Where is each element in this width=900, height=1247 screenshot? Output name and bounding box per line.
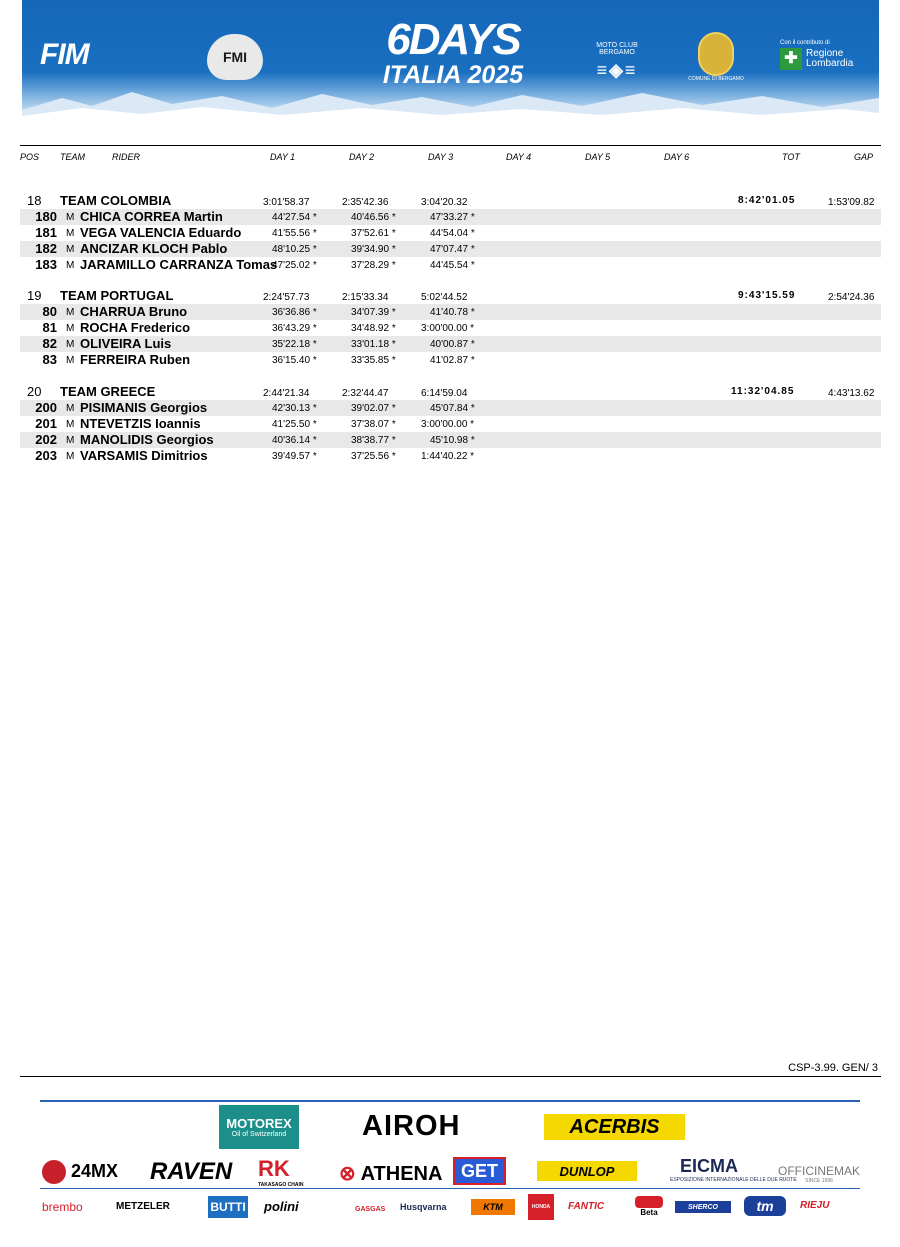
sponsor-rk-label: RK	[258, 1156, 290, 1181]
team-block	[20, 384, 881, 464]
rider-day1: 42'30.13 *	[272, 403, 317, 414]
rider-day3: 3:00'00.00 *	[421, 323, 475, 334]
rider-class: M	[66, 435, 75, 446]
rider-number: 182	[35, 241, 57, 256]
rider-day3: 47'33.27 *	[430, 212, 475, 223]
rider-row	[20, 257, 881, 273]
sponsor-get: GET	[453, 1157, 506, 1185]
rider-number: 183	[35, 257, 57, 272]
col-day1: DAY 1	[270, 152, 296, 162]
rider-name: MANOLIDIS Georgios	[80, 432, 214, 447]
rider-day3: 41'40.78 *	[430, 307, 475, 318]
rider-day3: 47'07.47 *	[430, 244, 475, 255]
rider-name: CHICA CORREA Martin	[80, 209, 223, 224]
col-team: TEAM	[60, 152, 86, 162]
sponsor-officinemak-tag: SINCE 1996	[805, 1178, 833, 1184]
sponsor-officinemak	[778, 1164, 860, 1184]
rider-day2: 38'38.77 *	[351, 435, 396, 446]
rider-day2: 37'28.29 *	[351, 260, 396, 271]
team-day3: 3:04'20.32	[421, 197, 468, 208]
rider-row	[20, 432, 881, 448]
event-logo	[358, 15, 548, 89]
rider-day3: 44'54.04 *	[430, 228, 475, 239]
sponsor-butti: BUTTI	[208, 1196, 248, 1218]
beta-icon	[635, 1196, 663, 1208]
rider-class: M	[66, 403, 75, 414]
rider-day1: 41'55.56 *	[272, 228, 317, 239]
rider-day3: 3:00'00.00 *	[421, 419, 475, 430]
rider-day1: 48'10.25 *	[272, 244, 317, 255]
rider-number: 81	[42, 320, 57, 335]
sponsor-polini: polini	[264, 1199, 299, 1214]
rider-day1: 47'25.02 *	[272, 260, 317, 271]
sponsor-rieju: RIEJU	[800, 1200, 830, 1211]
rider-number: 200	[35, 400, 57, 415]
tiger-icon	[42, 1160, 66, 1184]
rider-day2: 39'02.07 *	[351, 403, 396, 414]
rider-day1: 41'25.50 *	[272, 419, 317, 430]
rider-day3: 45'07.84 *	[430, 403, 475, 414]
sponsor-metzeler: METZELER	[116, 1201, 170, 1212]
rider-number: 83	[42, 352, 57, 367]
team-gap: 2:54'24.36	[828, 292, 875, 303]
col-day3: DAY 3	[428, 152, 454, 162]
rider-day1: 36'36.86 *	[272, 307, 317, 318]
rider-class: M	[66, 339, 75, 350]
mountains-decoration	[22, 80, 879, 120]
rider-row	[20, 304, 881, 320]
col-day2: DAY 2	[349, 152, 375, 162]
team-row	[20, 288, 881, 304]
sponsor-husqvarna: Husqvarna	[400, 1202, 447, 1212]
rider-day1: 36'15.40 *	[272, 355, 317, 366]
rider-number: 201	[35, 416, 57, 431]
col-day6: DAY 6	[664, 152, 690, 162]
rider-name: VARSAMIS Dimitrios	[80, 448, 208, 463]
lombardia-cross-icon: ✚	[780, 48, 802, 70]
rider-name: OLIVEIRA Luis	[80, 336, 172, 351]
rider-class: M	[66, 323, 75, 334]
rider-class: M	[66, 355, 75, 366]
rider-class: M	[66, 228, 75, 239]
rider-day1: 44'27.54 *	[272, 212, 317, 223]
team-pos: 19	[27, 288, 42, 303]
rider-day3: 44'45.54 *	[430, 260, 475, 271]
document-code: CSP-3.99. GEN/ 3	[788, 1062, 878, 1074]
team-day1: 2:24'57.73	[263, 292, 310, 303]
team-day2: 2:15'33.34	[342, 292, 389, 303]
rider-name: CHARRUA Bruno	[80, 304, 188, 319]
rider-row	[20, 336, 881, 352]
team-gap: 4:43'13.62	[828, 388, 875, 399]
rider-class: M	[66, 419, 75, 430]
column-header-row	[20, 145, 881, 165]
sponsor-motorex-logo	[219, 1105, 299, 1149]
rider-number: 203	[35, 448, 57, 463]
rider-name: ANCIZAR KLOCH Pablo	[80, 241, 228, 256]
rider-day1: 36'43.29 *	[272, 323, 317, 334]
team-block	[20, 193, 881, 273]
lombardia-name1: Regione	[806, 48, 844, 59]
wings-icon: ≡◈≡	[596, 60, 638, 80]
team-tot: 9:43'15.59	[738, 290, 796, 301]
rider-row	[20, 320, 881, 336]
col-day5: DAY 5	[585, 152, 611, 162]
lombardia-pre: Con il contributo di	[780, 40, 830, 46]
team-day3: 6:14'59.04	[421, 388, 468, 399]
rider-day1: 40'36.14 *	[272, 435, 317, 446]
sponsor-raven: RAVEN	[150, 1158, 233, 1185]
fmi-logo: FMI	[207, 34, 263, 80]
rider-row	[20, 225, 881, 241]
rider-name: NTEVETZIS Ioannis	[80, 416, 201, 431]
lombardia-logo	[780, 40, 853, 70]
team-pos: 18	[27, 193, 42, 208]
sponsor-fantic: FANTIC	[568, 1201, 605, 1212]
event-logo-line1: 6DAYS	[386, 15, 520, 64]
rider-number: 202	[35, 432, 57, 447]
rider-day2: 33'01.18 *	[351, 339, 396, 350]
sponsor-divider	[40, 1100, 860, 1102]
rider-row	[20, 400, 881, 416]
event-logo-line2: ITALIA 2025	[382, 61, 524, 89]
sponsor-eicma-label: EICMA	[680, 1156, 738, 1176]
team-tot: 11:32'04.85	[731, 386, 795, 397]
rider-name: VEGA VALENCIA Eduardo	[80, 225, 242, 240]
rider-day1: 39'49.57 *	[272, 451, 317, 462]
comune-label: COMUNE DI BERGAMO	[688, 76, 744, 82]
rider-class: M	[66, 244, 75, 255]
rider-day2: 34'07.39 *	[351, 307, 396, 318]
sponsor-24mx	[42, 1160, 118, 1184]
header-banner	[22, 0, 879, 120]
team-day2: 2:32'44.47	[342, 388, 389, 399]
team-name: TEAM COLOMBIA	[60, 193, 172, 208]
col-tot: TOT	[782, 152, 800, 162]
rider-day2: 39'34.90 *	[351, 244, 396, 255]
rider-day3: 1:44'40.22 *	[421, 451, 475, 462]
rider-row	[20, 352, 881, 368]
rider-day1: 35'22.18 *	[272, 339, 317, 350]
bergamo-crest-icon	[698, 32, 734, 76]
moto-club-logo	[582, 42, 652, 81]
team-pos: 20	[27, 384, 42, 399]
rider-day2: 37'52.61 *	[351, 228, 396, 239]
sponsor-brembo: brembo	[42, 1200, 83, 1214]
rider-class: M	[66, 451, 75, 462]
athena-icon: ⊗	[339, 1163, 356, 1185]
rider-row	[20, 448, 881, 464]
sponsor-dunlop: DUNLOP	[537, 1161, 637, 1181]
sponsor-divider-2	[40, 1188, 860, 1189]
rider-day3: 45'10.98 *	[430, 435, 475, 446]
sponsor-rk-tag: TAKASAGO CHAIN	[258, 1182, 304, 1188]
sponsor-24mx-label: 24MX	[71, 1160, 119, 1181]
sponsor-eicma	[670, 1156, 797, 1183]
team-day3: 5:02'44.52	[421, 292, 468, 303]
sponsor-sherco: SHERCO	[675, 1201, 731, 1213]
rider-number: 82	[42, 336, 57, 351]
team-name: TEAM PORTUGAL	[60, 288, 174, 303]
rider-number: 180	[35, 209, 57, 224]
sponsor-motorex-tag: Oil of Switzerland	[231, 1131, 287, 1138]
rider-name: PISIMANIS Georgios	[80, 400, 208, 415]
team-day1: 3:01'58.37	[263, 197, 310, 208]
sponsor-eicma-tag: ESPOSIZIONE INTERNAZIONALE DELLE DUE RUOTE	[670, 1177, 797, 1183]
sponsor-officinemak-label: OFFICINEMAK	[778, 1164, 861, 1178]
sponsor-beta	[635, 1196, 663, 1217]
rider-day2: 33'35.85 *	[351, 355, 396, 366]
sponsor-airoh: AIROH	[362, 1110, 461, 1142]
rider-class: M	[66, 260, 75, 271]
rider-day2: 37'25.56 *	[351, 451, 396, 462]
rider-day2: 40'46.56 *	[351, 212, 396, 223]
sponsor-rk	[258, 1156, 303, 1188]
sponsor-beta-label: Beta	[640, 1208, 658, 1217]
team-row	[20, 193, 881, 209]
team-tot: 8:42'01.05	[738, 195, 796, 206]
fim-logo: FIM	[40, 38, 89, 71]
sponsor-motorex: MOTOREX	[226, 1116, 292, 1131]
col-day4: DAY 4	[506, 152, 532, 162]
rider-row	[20, 416, 881, 432]
rider-day2: 34'48.92 *	[351, 323, 396, 334]
sponsor-honda: HONDA	[528, 1194, 554, 1220]
rider-name: JARAMILLO CARRANZA Tomas	[80, 257, 278, 272]
rider-class: M	[66, 307, 75, 318]
footer-divider	[20, 1076, 881, 1077]
sponsor-acerbis: ACERBIS	[544, 1114, 685, 1140]
sponsor-ktm: KTM	[471, 1199, 515, 1215]
rider-day3: 41'02.87 *	[430, 355, 475, 366]
team-block	[20, 288, 881, 368]
rider-name: ROCHA Frederico	[80, 320, 191, 335]
rider-day3: 40'00.87 *	[430, 339, 475, 350]
col-pos: POS	[20, 152, 40, 162]
sponsor-gasgas: GASGAS	[355, 1206, 386, 1213]
sponsor-tm: tm	[744, 1196, 786, 1216]
rider-day2: 37'38.07 *	[351, 419, 396, 430]
rider-name: FERREIRA Ruben	[80, 352, 191, 367]
team-day1: 2:44'21.34	[263, 388, 310, 399]
col-rider: RIDER	[112, 152, 141, 162]
rider-row	[20, 241, 881, 257]
rider-number: 80	[42, 304, 57, 319]
lombardia-name2: Lombardia	[806, 58, 854, 69]
sponsor-athena	[339, 1161, 442, 1186]
col-gap: GAP	[854, 152, 874, 162]
team-row	[20, 384, 881, 400]
team-name: TEAM GREECE	[60, 384, 156, 399]
moto-club-name: MOTO CLUB BERGAMO	[596, 42, 638, 56]
rider-row	[20, 209, 881, 225]
sponsor-athena-label: ATHENA	[360, 1163, 443, 1185]
team-day2: 2:35'42.36	[342, 197, 389, 208]
rider-number: 181	[35, 225, 57, 240]
rider-class: M	[66, 212, 75, 223]
team-gap: 1:53'09.82	[828, 197, 875, 208]
